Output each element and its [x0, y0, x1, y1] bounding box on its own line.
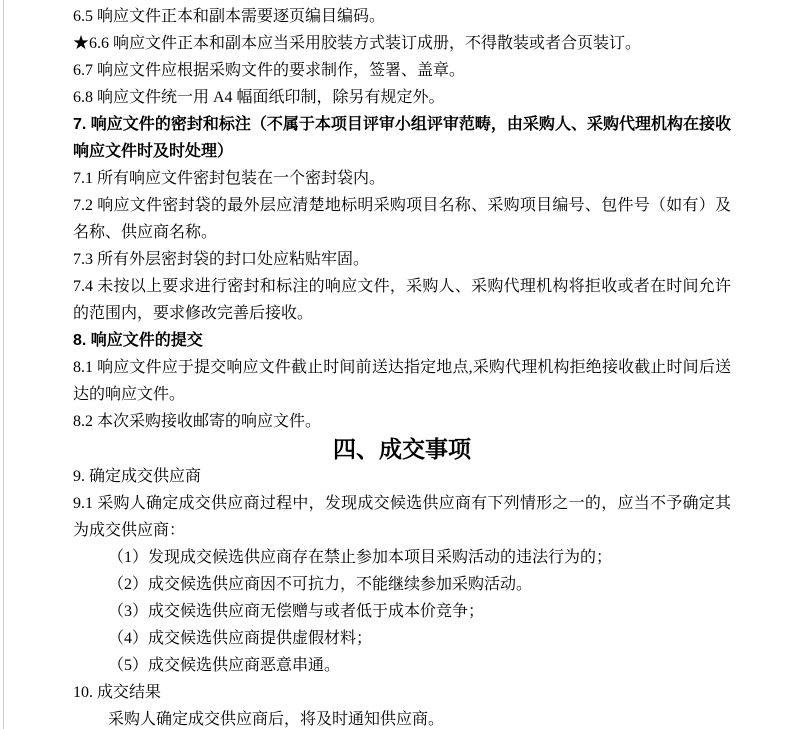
document-page	[73, 3, 731, 729]
section-heading: 四、成交事项	[333, 436, 471, 462]
paragraph: 8.1 响应文件应于提交响应文件截止时间前送达指定地点,采购代理机构拒绝接收截止时间后送达的响应文件。	[73, 359, 731, 403]
page-edge-line	[3, 0, 4, 729]
paragraph: （3）成交候选供应商无偿赠与或者低于成本价竞争；	[108, 603, 485, 620]
paragraph: 7.2 响应文件密封袋的最外层应清楚地标明采购项目名称、采购项目编号、包件号（如有）及名称、供应商名称。	[73, 197, 731, 241]
paragraph: （1）发现成交候选供应商存在禁止参加本项目采购活动的违法行为的；	[108, 549, 613, 566]
paragraph: 7. 响应文件的密封和标注（不属于本项目评审小组评审范畴，由采购人、采购代理机构在接收响应文件时及时处理）	[73, 116, 731, 160]
paragraph: 9.1 采购人确定成交供应商过程中，发现成交候选供应商有下列情形之一的，应当不予确定其为成交供应商：	[73, 495, 731, 539]
paragraph: ★6.6 响应文件正本和副本应当采用胶装方式装订成册，不得散装或者合页装订。	[73, 35, 642, 52]
paragraph: 采购人确定成交供应商后，将及时通知供应商。	[108, 711, 445, 728]
paragraph: 9. 确定成交供应商	[73, 468, 202, 485]
paragraph: 10. 成交结果	[73, 684, 162, 701]
paragraph: 7.3 所有外层密封袋的封口处应粘贴牢固。	[73, 251, 370, 268]
paragraph: 7.4 未按以上要求进行密封和标注的响应文件，采购人、采购代理机构将拒收或者在时间允许的范围内，要求修改完善后接收。	[73, 278, 731, 322]
paragraph: （4）成交候选供应商提供虚假材料；	[108, 630, 373, 647]
paragraph: 7.1 所有响应文件密封包装在一个密封袋内。	[73, 170, 386, 187]
paragraph: 8. 响应文件的提交	[73, 332, 203, 349]
paragraph: 6.7 响应文件应根据采购文件的要求制作，签署、盖章。	[73, 62, 466, 79]
paragraph: 8.2 本次采购接收邮寄的响应文件。	[73, 413, 322, 430]
paragraph: （2）成交候选供应商因不可抗力，不能继续参加采购活动。	[108, 576, 533, 593]
paragraph: 6.5 响应文件正本和副本需要逐页编目编码。	[73, 8, 386, 25]
paragraph: 6.8 响应文件统一用 A4 幅面纸印制，除另有规定外。	[73, 89, 445, 106]
paragraph: （5）成交候选供应商恶意串通。	[108, 657, 341, 674]
